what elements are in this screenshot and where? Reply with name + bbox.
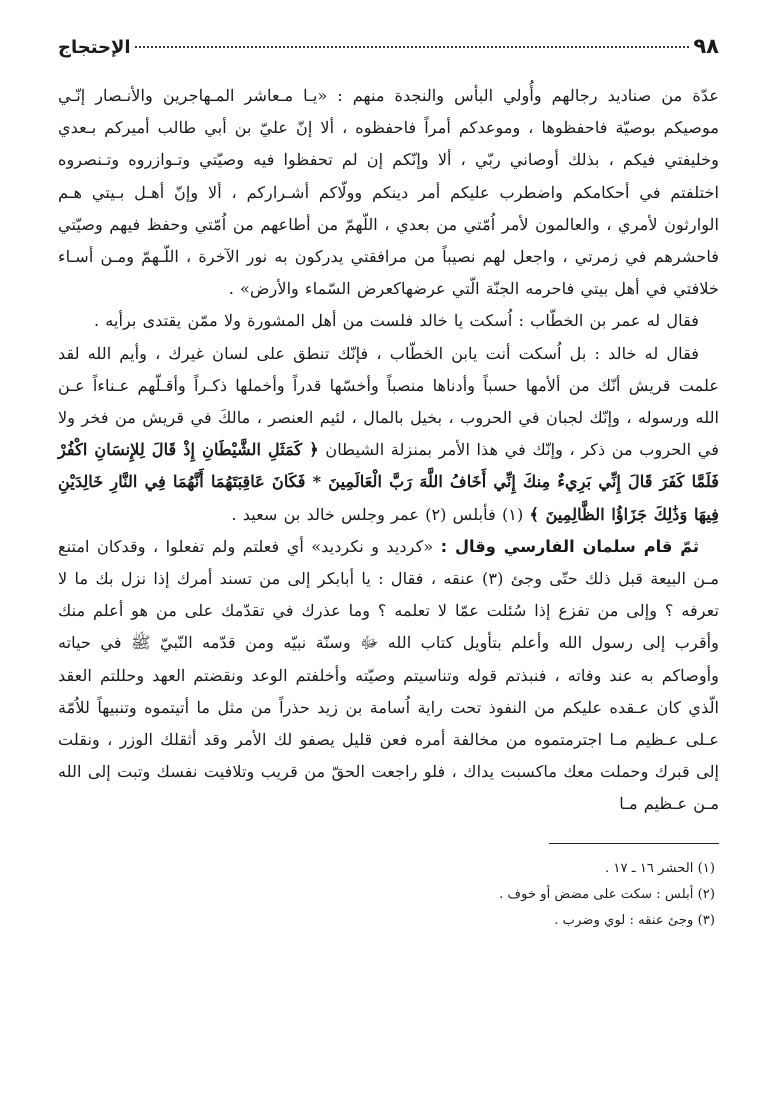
speaker-heading: ثمّ قام سلمان الفارسي وقال : [440, 536, 699, 556]
paragraph-text: فقال له خالد : بل اُسكت أنت يابن الخطّاب ، فإنّك تنطق على لسان غيرك ، وأيم الله لقد علمت قريش أنّك من ألأمها حسباً وأدناها منصباً وأخسّها قدراً وأخملها ذكـراً وأقـلّهم عـناءاً عـن الله ورسوله ، وإنّك لجبان في الحروب ، بخيل بالمال ، لئيم العنصر ، مالكَ في قريش من فخر ولا في الحروب من ذكر ، وإنّك في هذا الأمر بمنزلة الشيطان [58, 343, 719, 460]
paragraph-text: «كرديد و نكرديد» أي فعلتم ولم تفعلوا ، وقدكان امتنع مـن البيعة قبل ذلك حتّى وجئ (٣) عنقه ، فقال : يا أبابكر إلى من تسند أمرك إذا نزل بك ما لا تعرفه ؟ وإلى من تفزع إذا سُئلت عمّا لا تعلمه ؟ وما عذرك في تقدّمك على من هو أعلم منك وأقرب إلى رسول الله وأعلم بتأويل كتاب الله ﷻ وسنّة نبيّه ومن قدّمه النّبيّ ﷺ في حياته وأوصاكم به عند وفاته ، فنبذتم قوله وتناسيتم وصيّته وأخلفتم الوعد ونقضتم العهد وحللتم العقد الّذي كان عـقده عليكم من النفوذ تحت راية اُسامة بن زيد حذراً من مثل ما أتيتموه وتنبيهاً للاُمّة عـلى عـظيم مـا اجترمتموه من مخالفة أمره فعن قليل يصفو لك الأمر وقد أثقلك الوزر ، ونقلت إلى قبرك وحملت معك ماكسبت يداك ، فلو راجعت الحقّ من قريب وتلافيت نفسك وتبت إلى الله مـن عـظيم مـا [58, 536, 719, 814]
footnotes [58, 843, 719, 934]
footnote-divider [549, 843, 719, 844]
paragraph-3 [58, 338, 719, 531]
paragraph-text: فقال له عمر بن الخطّاب : اُسكت يا خالد فلست من أهل المشورة ولا ممّن يقتدى برأيه . [94, 311, 699, 331]
paragraph-2 [58, 305, 719, 337]
paragraph-1 [58, 80, 719, 305]
paragraph-4 [58, 531, 719, 821]
running-title: الإحتجاج [58, 37, 131, 58]
page-number: ٩٨ [693, 34, 719, 58]
footnote-1: (١) الحشر ١٦ ـ ١٧ . [605, 860, 715, 876]
footnote-2: (٢) أبلس : سكت على مضض أو خوف . [499, 886, 715, 902]
main-text [58, 80, 719, 821]
paragraph-text: عدّة من صناديد رجالهم وأُولي البأس والنجدة منهم : «يـا مـعاشر المـهاجرين والأنـصار إنّـي موصيكم بوصيّة فاحفظوها ، وموعدكم أمراً فاحفظوه ، ألا إنّ عليّ بن أبي طالب أميركم بـعدي وخليفتي فيكم ، بذلك أوصاني ربّي ، ألا وإنّكم إن لم تحفظوا فيه وصيّتي وتـوازروه وتـنصروه اختلفتم في أحكامكم واضطرب عليكم أمر دينكم وولّاكم أشـراركم ، ألا وإنّ أهـل بـيتي هـم الوارثون لأمري ، والعالمون لأمر اُمّتي من بعدي ، اللّهمّ من أطاعهم من اُمّتي وحفظ فيهم وصيّتي فاحشرهم في زمرتي ، واجعل لهم نصيباً من مرافقتي يدركون به نور الآخرة ، اللّـهمّ ومـن أسـاء خلافتي في أهل بيتي فاحرمه الجنّة الّتي عرضهاكعرض السّماء والأرض» . [58, 86, 719, 299]
paragraph-text-suffix: (١) فأبلس (٢) عمر وجلس خالد بن سعيد . [231, 504, 524, 524]
page-header [58, 34, 719, 74]
quran-verse: ﴿ كَمَثَلِ الشَّيْطَانِ إِذْ قَالَ لِلإِنسَانِ اكْفُرْ فَلَمَّا كَفَرَ قَالَ إِنِّي بَرِيءٌ مِنكَ إِنِّي أَخَافُ اللَّهَ رَبَّ الْعَالَمِينَ * فَكَانَ عَاقِبَتَهُمَا أَنَّهُمَا فِي النَّارِ خَالِدَيْنِ فِيهَا وَذَٰلِكَ جَزَاؤُا الظَّالِمِينَ ﴾ [58, 440, 719, 524]
header-dotted-leader [135, 46, 690, 48]
book-page [58, 34, 719, 1074]
footnote-3: (٣) وجئ عنقه : لوي وضرب . [554, 912, 715, 928]
